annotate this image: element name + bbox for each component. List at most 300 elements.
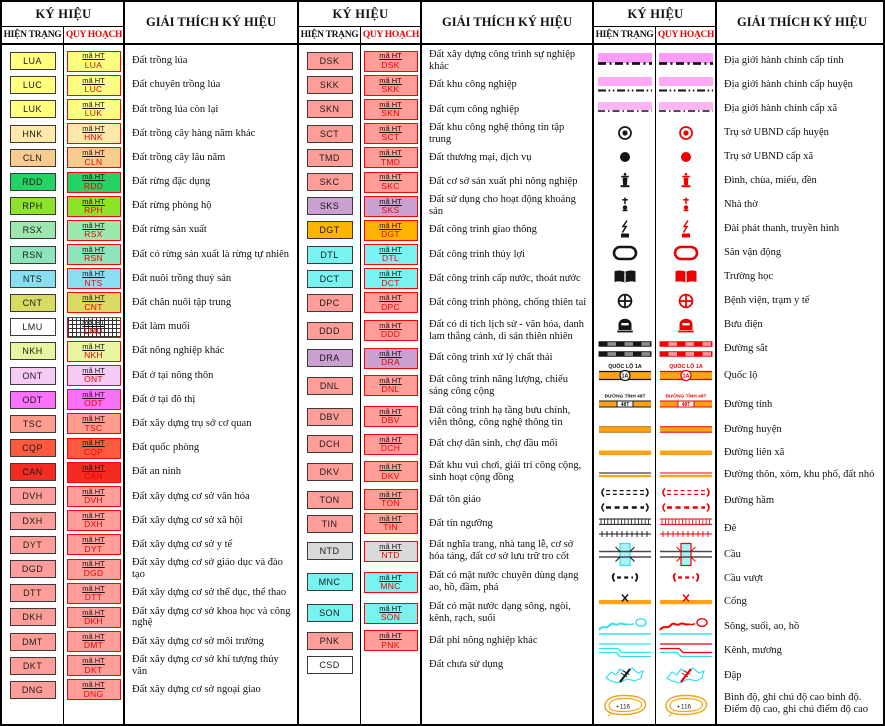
bridge-icon [597,542,653,567]
legend-group-1 [2,2,297,724]
boundary-commune-icon [658,97,714,121]
current-status-swatch: SKK [307,76,353,94]
legend-row [2,412,297,436]
planning-cell [655,193,716,217]
current-status-swatch: DMT [10,633,56,651]
legend-row [2,363,297,387]
explanation-header: GIẢI THÍCH KÝ HIỆU [736,15,867,29]
current-status-swatch: HNK [10,125,56,143]
tunnel-icon [597,486,653,516]
current-status-cell [2,484,63,508]
current-status-cell [594,289,655,313]
current-status-swatch: DKV [307,463,353,481]
symbol-explanation: Đất công trình xử lý chất thải [429,352,553,364]
legend-row [299,243,592,267]
boundary-province-icon [658,49,714,73]
current-status-cell [2,315,63,339]
symbol-explanation: Đất chuyên trồng lúa [132,79,221,91]
symbol-header: KÝ HIỆU [2,2,125,27]
planning-swatch [67,123,121,144]
legend-row [594,289,885,313]
symbol-explanation: Đất nông nghiệp khác [132,345,225,357]
current-status-cell [2,436,63,460]
legend-row [594,441,885,464]
current-status-cell [2,194,63,218]
ubnd-district-icon [597,121,653,145]
planning-cell [63,291,124,315]
planning-cell [360,194,421,218]
planning-cell [63,170,124,194]
planning-swatch [67,462,121,483]
current-status-cell [594,265,655,289]
current-status-cell [299,73,360,97]
current-status-swatch: DGD [10,560,56,578]
current-status-swatch: PNK [307,632,353,650]
planning-swatch [364,489,418,510]
planning-code-label: HNK [84,132,103,143]
current-status-swatch: TSC [10,415,56,433]
symbol-explanation: Đất thương mại, dịch vụ [429,151,532,163]
legend-row [2,49,297,73]
current-status-swatch: DVH [10,487,56,505]
current-status-cell [299,122,360,146]
current-status-cell [2,49,63,73]
legend-row [594,265,885,289]
symbol-explanation: Địa giới hành chính cấp tỉnh [724,55,844,67]
planning-cell [360,73,421,97]
current-status-swatch: TMD [307,149,353,167]
ubnd-district-icon [658,121,714,145]
legend-row [594,614,885,639]
current-status-cell [299,243,360,267]
current-status-cell [2,97,63,121]
planning-ma-ht-label: mã HT [82,220,105,230]
planning-swatch [67,413,121,434]
legend-row [594,486,885,516]
explanation-header: GIẢI THÍCH KÝ HIỆU [441,15,572,29]
planning-cell [63,73,124,97]
symbol-explanation: Đất công trình năng lượng, chiếu sáng công cộng [429,373,568,397]
legend-row [594,313,885,337]
planning-cell [63,678,124,702]
legend-row [299,629,592,653]
symbol-explanation: Đất chợ dân sinh, chợ đầu mối [429,438,558,450]
legend-row [594,217,885,241]
planning-cell [360,170,421,194]
planning-code-label: DKH [84,616,103,627]
legend-row [299,218,592,242]
symbol-explanation: Đất xây dựng cơ sở giáo dục và đào tạo [132,557,283,581]
current-status-cell [299,456,360,487]
planning-cell [360,97,421,121]
planning-ma-ht-label: mã HT [379,462,402,472]
planning-cell [360,346,421,370]
legend-row [594,391,885,418]
current-status-swatch: DNG [10,681,56,699]
current-status-swatch: TIN [307,515,353,533]
planning-ma-ht-label: mã HT [82,124,105,133]
planning-ma-ht-label: mã HT [82,269,105,279]
planning-ma-ht-label: mã HT [82,317,105,327]
current-status-swatch: CQP [10,439,56,457]
contour-icon [597,689,653,719]
current-status-cell [2,678,63,702]
current-status-swatch: SON [307,604,353,622]
planning-swatch [364,123,418,144]
planning-code-label: ODT [84,398,103,409]
current-status-cell [299,291,360,315]
planning-swatch [67,292,121,313]
planning-swatch [364,348,418,369]
planning-cell [655,121,716,145]
current-status-cell [2,557,63,581]
current-status-cell [299,401,360,432]
planning-code-label: DNG [83,688,104,699]
planning-cell [63,484,124,508]
planning-code-label: DSK [381,59,400,70]
svg-text:116: 116 [619,703,630,711]
current-status-cell [2,218,63,242]
planning-cell [655,441,716,464]
symbol-explanation: Cầu [724,548,741,560]
planning-cell [360,146,421,170]
symbol-explanation: Đài phát thanh, truyền hình [724,223,840,235]
current-status-cell [299,267,360,291]
planning-swatch [67,172,121,193]
current-status-cell [299,346,360,370]
village-road-icon [658,464,714,486]
column-divider [63,27,64,724]
tunnel-icon [658,486,714,516]
current-status-cell [594,614,655,639]
planning-swatch [67,486,121,507]
planning-cell [655,516,716,542]
planning-code-label: SKS [381,204,400,215]
svg-text:1A: 1A [682,373,689,380]
planning-swatch [67,534,121,555]
symbol-explanation: Đường thôn, xóm, khu phố, đất nhỏ [724,469,875,481]
river-icon [597,614,653,639]
current-status-swatch: CSD [307,656,353,674]
legend-header [594,2,885,45]
planning-cell [360,122,421,146]
legend-row [299,267,592,291]
symbol-explanation: Đất ở tại nông thôn [132,369,214,381]
planning-code-label: TMD [380,156,401,167]
radio-tower-icon [597,217,653,241]
symbol-explanation: Đất rừng sản xuất [132,224,207,236]
current-status-cell [299,194,360,218]
planning-swatch [67,631,121,652]
planning-cell [63,267,124,291]
planning-cell [655,289,716,313]
planning-code-label: DBV [381,415,400,426]
symbol-explanation: Đất cụm công nghiệp [429,103,520,115]
planning-cell [655,486,716,516]
current-status-swatch: DYT [10,536,56,554]
current-status-swatch: SKS [307,197,353,215]
symbol-explanation: Đất xây dựng cơ sở khí tượng thủy văn [132,653,279,677]
planning-cell [655,391,716,418]
planning-code-label: DGD [83,567,104,578]
planning-header: QUY HOẠCH [65,30,123,40]
planning-cell [655,614,716,639]
legend-body [594,45,885,724]
current-status-cell [2,363,63,387]
svg-text:QUỐC LỘ 1A: QUỐC LỘ 1A [607,364,642,370]
planning-swatch [364,434,418,455]
planning-swatch [67,196,121,217]
symbol-explanation: Đất quốc phòng [132,442,200,454]
symbol-explanation: Bưu điện [724,319,763,331]
legend-row [2,630,297,654]
planning-cell [360,315,421,346]
svg-text:116: 116 [680,703,691,711]
symbol-explanation: Đất công trình thủy lợi [429,248,525,260]
current-status-swatch: DXH [10,512,56,530]
planning-ma-ht-label: mã HT [379,293,402,303]
planning-swatch [67,244,121,265]
planning-ma-ht-label: mã HT [379,407,402,417]
planning-ma-ht-label: mã HT [379,99,402,109]
planning-ma-ht-label: mã HT [82,438,105,448]
planning-cell [655,265,716,289]
planning-ma-ht-label: mã HT [82,341,105,351]
planning-swatch [67,220,121,241]
current-status-swatch: CLN [10,149,56,167]
planning-ma-ht-label: mã HT [379,514,402,524]
legend-row [299,512,592,536]
planning-ma-ht-label: mã HT [379,172,402,182]
dam-icon [597,663,653,689]
planning-cell [655,590,716,614]
current-status-cell [2,146,63,170]
symbol-explanation: Đình, chùa, miếu, đền [724,175,817,187]
current-status-swatch: RDD [10,173,56,191]
legend-row [2,605,297,629]
symbol-explanation: Đất xây dựng cơ sở văn hóa [132,490,250,502]
symbol-explanation: Đất xây dựng trụ sở cơ quan [132,417,252,429]
boundary-district-icon [658,73,714,97]
planning-code-label: RPH [84,204,103,215]
current-status-cell [2,509,63,533]
current-status-swatch: NKH [10,342,56,360]
planning-cell [63,581,124,605]
planning-code-label: DCH [380,443,401,454]
legend-row [2,267,297,291]
symbol-explanation: Đất trồng cây hàng năm khác [132,127,256,139]
stadium-icon [597,241,653,265]
legend-row [299,487,592,511]
planning-swatch [364,268,418,289]
current-status-cell [299,629,360,653]
planning-cell [63,533,124,557]
column-divider [420,2,422,724]
legend-row [2,146,297,170]
planning-cell [360,653,421,677]
legend-row [2,339,297,363]
planning-ma-ht-label: mã HT [379,376,402,386]
current-status-swatch: CNT [10,294,56,312]
current-status-swatch: NTS [10,270,56,288]
current-status-cell [2,460,63,484]
legend-row [299,194,592,218]
planning-swatch [67,147,121,168]
planning-cell [360,401,421,432]
current-status-cell [299,146,360,170]
symbol-explanation: Đất xây dựng cơ sở xã hội [132,514,243,526]
current-status-swatch: DGT [307,221,353,239]
planning-ma-ht-label: mã HT [379,320,402,330]
svg-text:1A: 1A [621,373,628,380]
planning-swatch [67,317,121,338]
planning-swatch [67,99,121,120]
symbol-explanation: Bình độ, ghi chú độ cao bình độ. Điểm độ cao, ghi chú điểm độ cao [724,692,869,715]
planning-cell [655,49,716,73]
current-status-cell [594,217,655,241]
current-status-cell [2,73,63,97]
planning-cell [360,536,421,567]
national-road-icon [658,361,714,391]
legend-row [594,49,885,73]
symbol-explanation: Đất khu công nghiệp [429,79,517,91]
planning-ma-ht-label: mã HT [379,220,402,230]
legend-row [594,516,885,542]
boundary-commune-icon [597,97,653,121]
planning-cell [63,218,124,242]
planning-cell [63,436,124,460]
planning-swatch [67,51,121,72]
symbol-explanation: Trường học [724,271,774,283]
legend-header [299,2,592,45]
symbol-explanation: Đất trồng cây lâu năm [132,151,226,163]
current-status-swatch: SCT [307,125,353,143]
symbol-explanation: Địa giới hành chính cấp huyện [724,79,853,91]
planning-code-label: TON [381,498,400,509]
symbol-explanation: Đất tôn giáo [429,493,481,505]
legend-row [2,194,297,218]
svg-text:QUỐC LỘ 1A: QUỐC LỘ 1A [668,364,703,370]
current-status-swatch: LUA [10,52,56,70]
railway-icon [658,337,714,361]
planning-ma-ht-label: mã HT [379,434,402,444]
current-status-cell [299,218,360,242]
current-status-cell [594,590,655,614]
symbol-explanation: Sân vận động [724,247,782,259]
planning-cell [655,313,716,337]
symbol-explanation: Đất nuôi trồng thuỷ sản [132,272,232,284]
planning-ma-ht-label: mã HT [82,148,105,158]
planning-cell [360,598,421,629]
symbol-explanation: Trụ sở UBND cấp huyện [724,127,829,139]
planning-cell [655,663,716,689]
legend-row [2,388,297,412]
planning-cell [63,363,124,387]
planning-code-label: DDD [380,329,401,340]
symbol-explanation: Đất cơ sở sản xuất phi nông nghiệp [429,176,578,188]
planning-ma-ht-label: mã HT [82,462,105,472]
current-status-cell [594,441,655,464]
planning-swatch [364,244,418,265]
planning-code-label: SKC [381,180,400,191]
symbol-explanation: Đất công trình cấp nước, thoát nước [429,272,581,284]
column-divider [123,2,125,724]
current-status-cell [594,337,655,361]
planning-ma-ht-label: mã HT [379,244,402,254]
current-status-swatch: TON [307,491,353,509]
planning-cell [655,542,716,567]
planning-code-label: ONT [84,374,103,385]
planning-code-label: TSC [84,422,103,433]
symbol-explanation: Quốc lộ [724,370,758,382]
planning-code-label: NTD [381,550,400,561]
planning-code-label: DVH [84,495,103,506]
planning-swatch [364,406,418,427]
planning-ma-ht-label: mã HT [379,489,402,499]
current-status-header: HIỆN TRẠNG [595,30,654,40]
legend-body [2,45,297,724]
current-status-cell [594,121,655,145]
current-status-swatch: DSK [307,52,353,70]
planning-header: QUY HOẠCH [657,30,715,40]
planning-swatch [364,99,418,120]
planning-ma-ht-label: mã HT [82,631,105,641]
planning-swatch [67,268,121,289]
current-status-swatch: ONT [10,367,56,385]
symbol-explanation: Đất rừng phòng hộ [132,200,212,212]
symbol-explanation: Kênh, mương [724,645,782,657]
current-status-swatch: DKH [10,608,56,626]
symbol-explanation: Đường tỉnh [724,398,773,410]
legend-row [2,557,297,581]
legend-group-2 [297,2,592,724]
current-status-cell [594,567,655,590]
symbol-explanation: Đất tín ngưỡng [429,517,493,529]
planning-ma-ht-label: mã HT [379,196,402,206]
planning-ma-ht-label: mã HT [82,172,105,182]
current-status-swatch: MNC [307,573,353,591]
planning-code-label: DNL [381,384,400,395]
current-status-cell [299,653,360,677]
planning-code-label: SON [380,612,401,623]
current-status-cell [299,598,360,629]
planning-swatch [67,607,121,628]
planning-ma-ht-label: mã HT [82,414,105,424]
svg-text:ĐƯỜNG TỈNH 48T: ĐƯỜNG TỈNH 48T [604,394,645,400]
planning-code-label: LUA [84,59,103,70]
province-road-icon [597,391,653,418]
legend-row [2,678,297,702]
planning-cell [360,370,421,401]
current-status-cell [594,639,655,663]
planning-ma-ht-label: mã HT [82,607,105,617]
planning-cell [63,49,124,73]
symbol-explanation: Đất có rừng sản xuất là rừng tự nhiên [132,248,290,260]
contour-icon [658,689,714,719]
planning-swatch [364,75,418,96]
legend-row [299,598,592,629]
planning-ma-ht-label: mã HT [82,486,105,496]
current-status-cell [2,581,63,605]
planning-ma-ht-label: mã HT [379,603,402,613]
current-status-cell [2,339,63,363]
commune-road-icon [597,441,653,464]
current-status-swatch: DBV [307,408,353,426]
current-status-swatch: DTT [10,584,56,602]
current-status-swatch: DKT [10,657,56,675]
symbol-explanation: Cầu vượt [724,572,763,584]
current-status-swatch: RPH [10,197,56,215]
